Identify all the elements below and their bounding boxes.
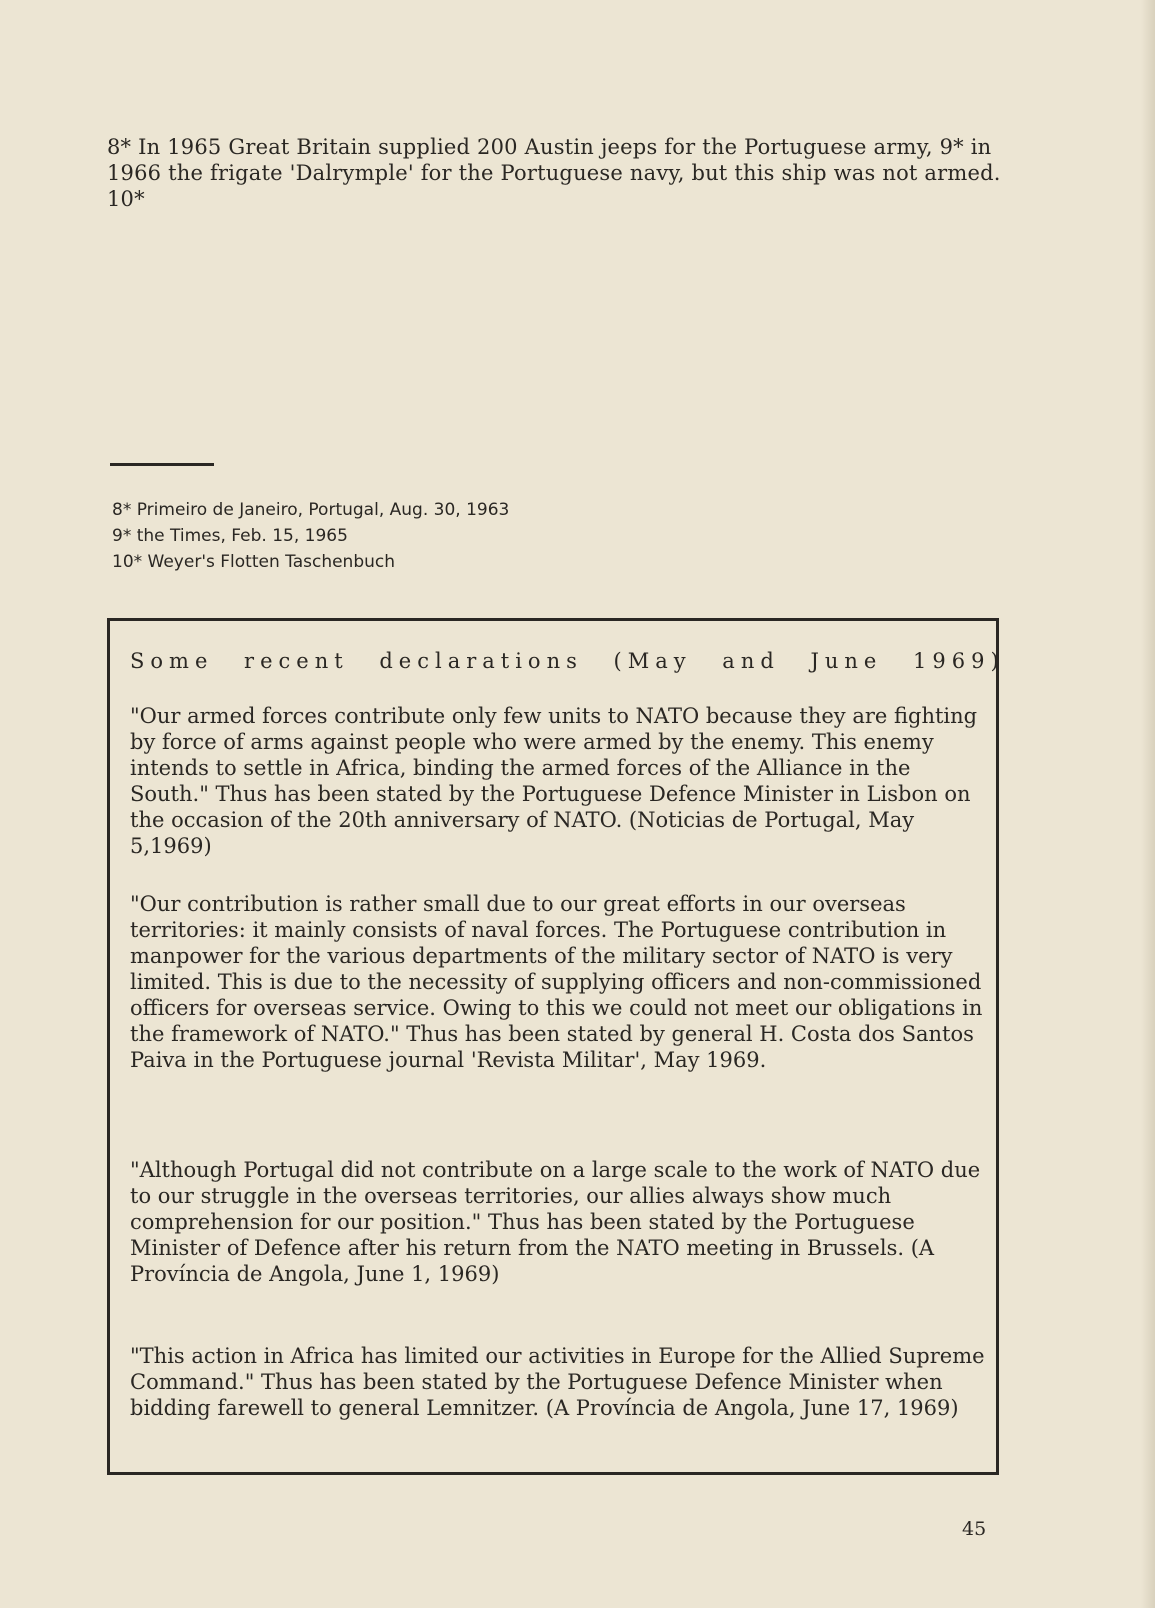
box-heading: Some recent declarations (May and June 1969): [130, 649, 1005, 673]
declaration-quote-1: "Our armed forces contribute only few units to NATO because they are fighting by force of arms against people who were armed by the enemy. This enemy intends to settle in Africa, binding the armed forces of the Alliance in the South." Thus has been stated by the Portuguese Defence Minister in Lisbon on the occasion of the 20th anniversary of NATO. (Noticias de Portugal, May 5,1969): [130, 704, 978, 858]
declaration-quote-2: "Our contribution is rather small due to our great efforts in our overseas territories: it mainly consists of naval forces. The Portuguese contribution in manpower for the various departments of the military sector of NATO is very limited. This is due to the necessity of supplying officers and non-commissioned officers for overseas service. Owing to this we could not meet our obligations in the framework of NATO." Thus has been stated by general H. Costa dos Santos Paiva in the Portuguese journal 'Revista Militar', May 1969.: [130, 892, 983, 1072]
declaration-quote-3: "Although Portugal did not contribute on a large scale to the work of NATO due to our struggle in the overseas territories, our allies always show much comprehension for our position." Thus has been stated by the Portuguese Minister of Defence after his return from the NATO meeting in Brussels. (A Província de Angola, June 1, 1969): [130, 1158, 981, 1286]
page-number: 45: [962, 1518, 987, 1540]
footnote-list: [112, 497, 509, 575]
page-edge-shadow: [1141, 0, 1155, 1608]
footnote-8: 8* Primeiro de Janeiro, Portugal, Aug. 30, 1963: [112, 500, 510, 520]
declarations-box: [107, 618, 1005, 1475]
footnote-10: 10* Weyer's Flotten Taschenbuch: [112, 552, 396, 572]
footnote-separator: [110, 463, 214, 466]
body-paragraph: 8* In 1965 Great Britain supplied 200 Austin jeeps for the Portuguese army, 9* in 1966 the frigate 'Dalrymple' for the Portuguese navy, but this ship was not armed. 10*: [107, 135, 1001, 211]
footnote-9: 9* the Times, Feb. 15, 1965: [112, 526, 348, 546]
declaration-quote-4: "This action in Africa has limited our activities in Europe for the Allied Supreme Command." Thus has been stated by the Portuguese Defence Minister when bidding farewell to general Lemnitzer. (A Província de Angola, June 17, 1969): [130, 1344, 985, 1420]
